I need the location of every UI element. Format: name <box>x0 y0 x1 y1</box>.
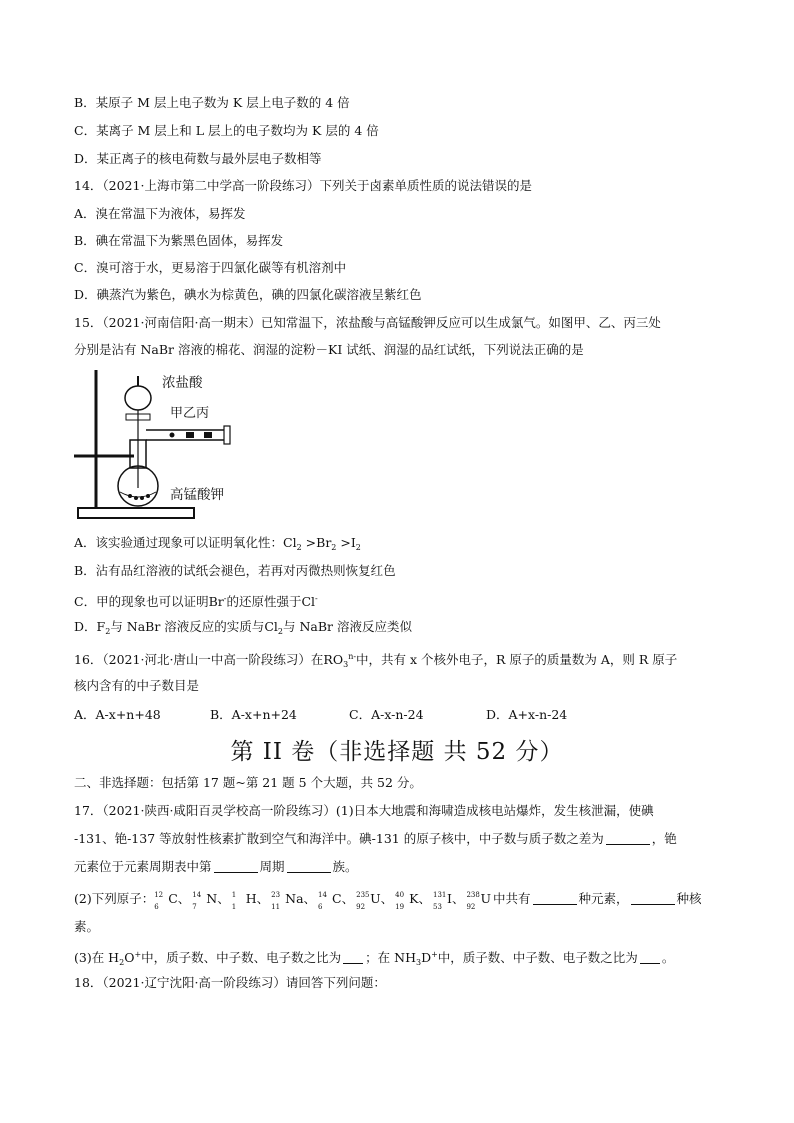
answer-blank[interactable] <box>640 951 660 964</box>
mass-number: 238 <box>466 891 480 899</box>
q16-option-c: C．A-x-n-24 <box>349 707 424 722</box>
mass-number: 131 <box>433 891 447 899</box>
q16-option-d: D．A+x-n-24 <box>486 707 568 722</box>
atomic-number: 92 <box>356 903 366 911</box>
nuclide <box>154 890 191 911</box>
element-symbol: U、 <box>370 891 394 906</box>
mass-number: 14 <box>192 891 202 899</box>
q17-part2-end: 素。 <box>74 919 100 934</box>
element-symbol: I、 <box>447 891 465 906</box>
q13-option-d: D．某正离子的核电荷数与最外层电子数相等 <box>74 151 322 166</box>
element-symbol: U <box>480 891 492 906</box>
atomic-number: 1 <box>231 903 237 911</box>
element-symbol: H、 <box>245 891 270 906</box>
q17-part2: (2)下列原子： 12 6 C、 14 7 N、 1 1 H、 23 11 Na、 14 6 C、 235 92 U、 40 19 K、 131 53 I、 238 92 U 中共有 种元素， 种核 <box>74 890 702 908</box>
atomic-number: 92 <box>466 903 476 911</box>
atomic-number: 6 <box>154 903 159 911</box>
label-jia-yi-bing: 甲乙丙 <box>170 406 210 421</box>
mass-number: 14 <box>318 891 327 899</box>
q18-stem: 18．（2021·辽宁沈阳·高一阶段练习）请回答下列问题： <box>74 975 386 990</box>
element-symbol: C、 <box>332 891 355 906</box>
answer-blank[interactable] <box>214 860 258 873</box>
atomic-number: 6 <box>318 903 323 911</box>
element-symbol: N、 <box>206 891 230 906</box>
q17-line2: -131、铯-137 等放射性核素扩散到空气和海洋中。碘-131 的原子核中，中子数与质子数之差为 ，铯 <box>74 831 677 846</box>
nuclide <box>356 890 394 911</box>
q17-line1: 17．（2021·陕西·咸阳百灵学校高一阶段练习）(1)日本大地震和海啸造成核电站爆炸，发生核泄漏，使碘 <box>74 803 654 818</box>
label-conc-hcl: 浓盐酸 <box>162 375 203 391</box>
q17-line3: 元素位于元素周期表中第 周期 族。 <box>74 859 358 874</box>
q17-part3: (3)在 $H_2O^+$中，质子数、中子数、电子数之比为 ；在 $NH_3D^+$中，质子数、中子数、电子数之比为 。 <box>74 950 675 967</box>
answer-blank[interactable] <box>343 951 363 964</box>
nuclide <box>466 890 492 911</box>
section-2-heading: 二、非选择题：包括第 17 题~第 21 题 5 个大题，共 52 分。 <box>74 775 422 790</box>
nuclide <box>231 890 270 911</box>
answer-blank[interactable] <box>631 892 675 905</box>
nuclide <box>395 890 432 911</box>
nuclide <box>433 890 465 911</box>
q15-option-c: C．甲的现象也可以证明Br-的还原性强于Cl- <box>74 594 318 609</box>
label-kmno4: 高锰酸钾 <box>170 487 224 503</box>
answer-blank[interactable] <box>287 860 331 873</box>
mass-number: 1 <box>231 891 237 899</box>
q16-stem-line2: 核内含有的中子数目是 <box>74 678 200 693</box>
q16-stem-line1: 16．（2021·河北·唐山一中高一阶段练习）在$RO_3^{n-}$中，共有 x 个核外电子，R 原子的质量数为 A，则 R 原子 <box>74 652 678 669</box>
answer-blank[interactable] <box>606 832 650 845</box>
nuclide <box>271 890 317 911</box>
q14-stem: 14．（2021·上海市第二中学高一阶段练习）下列关于卤素单质性质的说法错误的是 <box>74 178 532 193</box>
mass-number: 40 <box>395 891 405 899</box>
nuclide <box>192 890 230 911</box>
atomic-number: 7 <box>192 903 197 911</box>
q15-stem-line1: 15．（2021·河南信阳·高一期末）已知常温下，浓盐酸与高锰酸钾反应可以生成氯气。如图甲、乙、丙三处 <box>74 315 661 330</box>
q15-option-b: B．沾有品红溶液的试纸会褪色，若再对丙微热则恢复红色 <box>74 563 396 578</box>
q16-option-a: A．A-x+n+48 <box>74 707 161 722</box>
atomic-number: 11 <box>271 903 281 911</box>
volume-2-title: 第 II 卷（非选择题 共 52 分） <box>230 739 564 765</box>
atomic-number: 53 <box>433 903 442 911</box>
q14-option-a: A．溴在常温下为液体，易挥发 <box>74 206 246 221</box>
element-symbol: Na、 <box>285 891 317 906</box>
q13-option-b: B．某原子 M 层上电子数为 K 层上电子数的 4 倍 <box>74 95 350 110</box>
mass-number: 23 <box>271 891 281 899</box>
q14-option-c: C．溴可溶于水，更易溶于四氯化碳等有机溶剂中 <box>74 260 347 275</box>
element-symbol: C、 <box>168 891 191 906</box>
mass-number: 235 <box>356 891 370 899</box>
nuclide <box>318 890 355 911</box>
q15-option-d: D．$F_2$与 NaBr 溶液反应的实质与$Cl_2$与 NaBr 溶液反应类似 <box>74 619 412 636</box>
answer-blank[interactable] <box>533 892 577 905</box>
q14-option-b: B．碘在常温下为紫黑色固体，易挥发 <box>74 233 284 248</box>
q15-stem-line2: 分别是沾有 NaBr 溶液的棉花、润湿的淀粉－KI 试纸、润湿的品红试纸，下列说法正确的是 <box>74 342 584 357</box>
q14-option-d: D．碘蒸汽为紫色，碘水为棕黄色，碘的四氯化碳溶液呈紫红色 <box>74 287 422 302</box>
mass-number: 12 <box>154 891 164 899</box>
q16-option-b: B．A-x+n+24 <box>210 707 297 722</box>
element-symbol: K、 <box>409 891 432 906</box>
q15-option-a: A．该实验通过现象可以证明氧化性：$Cl_2 >Br_2 >I_2$ <box>74 535 361 552</box>
q16-options <box>74 705 714 723</box>
atomic-number: 19 <box>395 903 405 911</box>
q13-option-c: C．某离子 M 层上和 L 层上的电子数均为 K 层的 4 倍 <box>74 123 379 138</box>
